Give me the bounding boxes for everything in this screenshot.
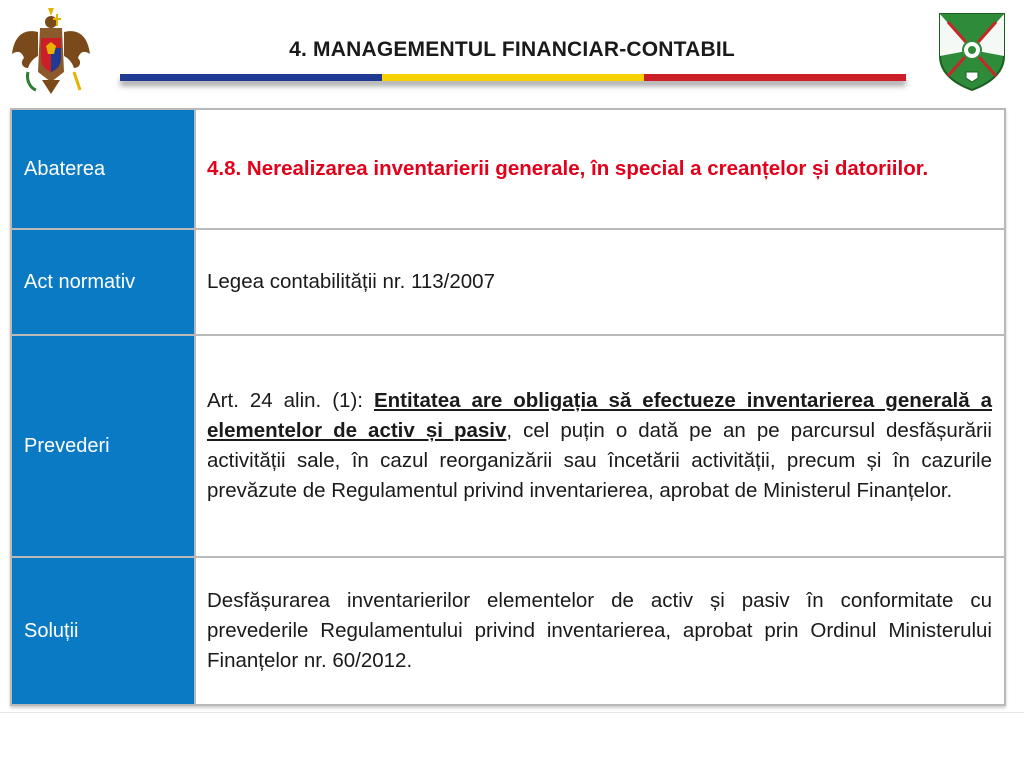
stripe-blue: [120, 74, 382, 81]
row-label-abaterea: Abaterea: [11, 109, 195, 229]
row-value-abaterea: 4.8. Nerealizarea inventarierii generale, în special a creanțelor și datoriilor.: [195, 109, 1005, 229]
footer-divider: [0, 712, 1024, 713]
row-value-solutii: Desfășurarea inventarierilor elementelor de activ și pasiv în conformitate cu prevederile Regulamentului privind inventarierea, aprobat prin Ordinul Ministerului Finanțelor nr. 60/2012.: [195, 557, 1005, 705]
table-row: [11, 109, 1005, 229]
stripe-yellow: [382, 74, 644, 81]
page-title: 4. MANAGEMENTUL FINANCIAR-CONTABIL: [289, 38, 735, 61]
table-row: [11, 557, 1005, 705]
stripe-red: [644, 74, 906, 81]
audit-findings-table: [10, 108, 1006, 706]
row-label-prevederi: Prevederi: [11, 335, 195, 557]
row-label-act-normativ: Act normativ: [11, 229, 195, 335]
row-value-act-normativ: Legea contabilității nr. 113/2007: [195, 229, 1005, 335]
tricolor-stripe: [120, 74, 906, 81]
table-row: [11, 335, 1005, 557]
row-label-solutii: Soluții: [11, 557, 195, 705]
prevederi-prefix: Art. 24 alin. (1):: [207, 389, 374, 412]
prevederi-emphasis: Entitatea are obligația să efectueze inventarierea generală a elementelor de activ și pasiv: [207, 389, 992, 442]
row-value-prevederi: [195, 335, 1005, 557]
prevederi-suffix: , cel puțin o dată pe an pe parcursul desfășurării activității sale, în cazul reorganizării sau încetării activității, precum și în cazurile prevăzute de Regulamentul privind inventarierea, aprobat de Ministerul Finanțelor.: [207, 419, 992, 502]
table-row: [11, 229, 1005, 335]
